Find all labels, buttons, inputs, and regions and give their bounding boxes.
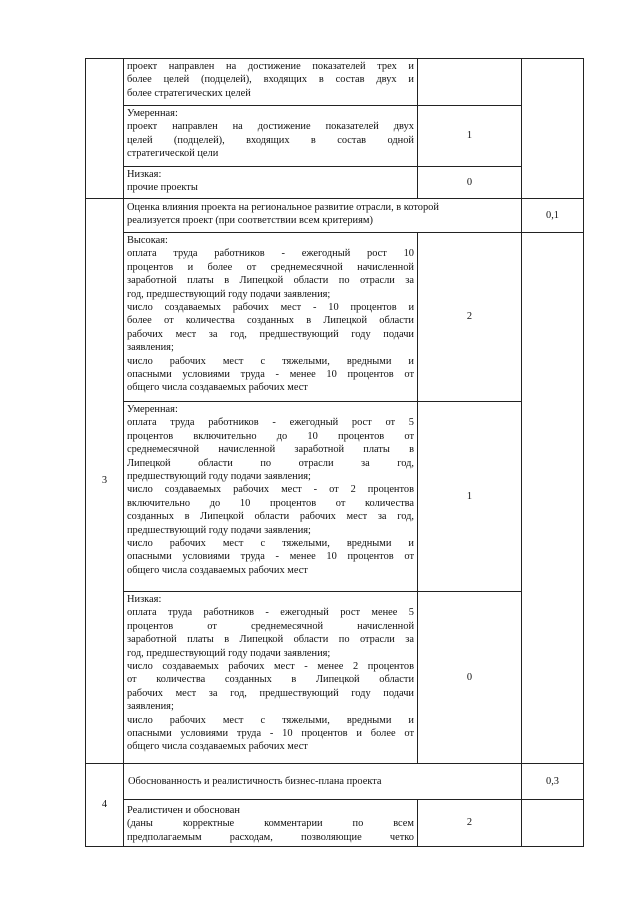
level-title: Реалистичен и обоснован: [127, 805, 240, 816]
criterion-header: Оценка влияния проекта на региональное развитие отрасли, в которой реализуется проект (при соответствии всем критериям): [124, 199, 522, 233]
score-cell: [418, 59, 522, 106]
criterion-strong-cont: проект направлен на достижение показателей трех и более целей (подцелей), входящих в состав двух и более стратегических целей: [124, 59, 418, 106]
score-value: 0: [418, 167, 522, 199]
level-title: Умеренная:: [127, 404, 178, 415]
criterion-moderate: Умеренная: проект направлен на достижение показателей двух целей (подцелей), входящих в состав одной стратегической цели: [124, 106, 418, 167]
criterion-low: Низкая: прочие проекты: [124, 167, 418, 199]
score-value: 1: [418, 106, 522, 167]
weight-cell: [522, 59, 584, 199]
level-title: Низкая:: [127, 169, 162, 180]
level-title: Высокая:: [127, 235, 168, 246]
score-value: 2: [418, 233, 522, 402]
criterion-weight: 0,1: [522, 199, 584, 233]
score-value: 0: [418, 592, 522, 764]
weight-cell: [522, 800, 584, 847]
weight-cell: [522, 233, 584, 764]
criterion-weight: 0,3: [522, 764, 584, 800]
criterion-high: Высокая: оплата труда работников - ежегодный рост 10 процентов и более от среднемесячной начисленной заработной платы в Липецкой области по отрасли за год, предшествующий году подачи заявления; число создаваемых рабочих мест - 10 процентов и более от количества созданных в Липецкой области рабочих мест за год, предшествующий году подачи заявления; число рабочих мест с тяжелыми, вредными и опасными условиями труда - менее 10 процентов от общего числа создаваемых рабочих мест: [124, 233, 418, 402]
level-title: Низкая:: [127, 594, 162, 605]
criterion-number: 4: [86, 764, 124, 847]
criterion-number-cell: [86, 59, 124, 199]
criteria-table: [85, 58, 584, 847]
criterion-realistic: Реалистичен и обоснован (даны корректные комментарии по всем предполагаемым расходам, позволяющие четко: [124, 800, 418, 847]
score-value: 1: [418, 402, 522, 592]
criterion-number: 3: [86, 199, 124, 764]
criterion-moderate: Умеренная: оплата труда работников - ежегодный рост от 5 процентов включительно до 10 процентов от среднемесячной начисленной заработной платы в Липецкой области по отрасли за год, предшествующий году подачи заявления; число создаваемых рабочих мест - от 2 процентов включительно до 10 процентов от количества созданных в Липецкой области рабочих мест за год, предшествующий году подачи заявления; число рабочих мест с тяжелыми, вредными и опасными условиями труда - менее 10 процентов от общего числа создаваемых рабочих мест: [124, 402, 418, 592]
criterion-low: Низкая: оплата труда работников - ежегодный рост менее 5 процентов от среднемесячной начисленной заработной платы в Липецкой области по отрасли за год, предшествующий году подачи заявления; число создаваемых рабочих мест - менее 2 процентов от количества созданных в Липецкой области рабочих мест за год, предшествующий году подачи заявления; число рабочих мест с тяжелыми, вредными и опасными условиями труда - 10 процентов и более от общего числа создаваемых рабочих мест: [124, 592, 418, 764]
level-title: Умеренная:: [127, 108, 178, 119]
criterion-header: Обоснованность и реалистичность бизнес-плана проекта: [124, 764, 522, 800]
score-value: 2: [418, 800, 522, 847]
